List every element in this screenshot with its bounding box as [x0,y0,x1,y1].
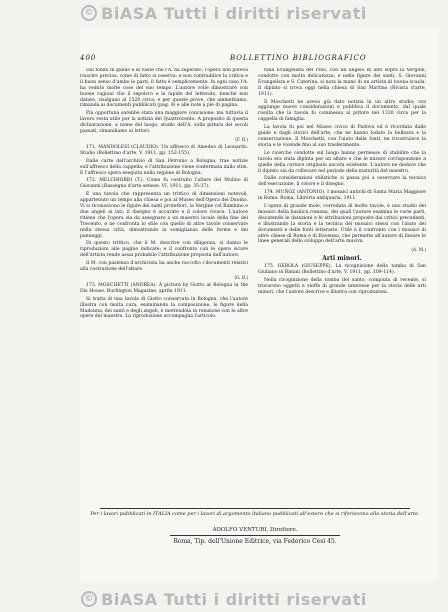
watermark-bottom [0,588,448,610]
entry-signature: (A. M.) [411,247,426,253]
paragraph: Dalle carte dell'archivio di San Petronio a Bologna, trae notizie sull'affresco della cappella; e l'attribuzione viene confermata dallo stile. E l'affresco opera eseguita nella regione di Bologna. [80,158,248,176]
paragraph: 173. MOSCHETTI (ANDREA). A picture by Giotto at Bologna in the Dix House. Burlington Magazine, aprile 1911. [80,282,248,294]
paragraph: 172. MELCHIORRI (T.). Come fu costruito l'altare del Mulino di Giovanni (Rassegna d'arte senese, VI, 1911, pp. 35-37). [80,178,248,190]
printer-line: Roma, Tip. dell'Unione Editrice, via Federico Cesi 45. [173,538,337,545]
watermark-text: BiASA Tutti i diritti riservati [101,589,367,609]
footer-note: Per i lavori pubblicati in ITALIA come per i lavori di argomento italiano pubblicati all'estero che si riferiscono alla storia dell'arte. [90,511,420,517]
paragraph: 174. MUÑOZ (ANTONIO). I mosaici antichi di Santa Maria Maggiore in Roma. Roma, Libreria antiquaria, 1911. [258,190,426,202]
paragraph: tana Evangelista del Pino, con un angelo in alto sopra la Vergine, condotto con molta delicatezza; e nelle figure dei santi, S. Giovanni Evangelista e S. Caterina, si nota la mano di un artista di buona scuola. Il dipinto si trova oggi nella chiesa di San Martino (Rivista d'arte, 1911). [258,68,426,97]
watermark-text: BiASA Tutti i diritti riservati [101,3,367,23]
left-column [80,68,248,506]
entry-signature: (F. D.) [235,136,248,142]
paragraph: Dal fondo di quello e di vaste che l'A. ha superato, l'opera non poteva riuscire precisa, come di fatto si osserva: e non contraddice la critica e il buon senso d'ambo le parti, il fatto è semplicemente. In ogni caso l'A. ha veduto molte cose del suo tempo. L'autore volle dimostrare con buone ragioni che il sepolcro e la lapide del letterato, benchè non datate, risalgano al 1520 circa; e per queste prove, che ammettiamo, rimanda ai documenti pubblicati (pag. 9) e alle note a piè di pagina. [80,68,248,109]
page-number: 400 [80,54,97,62]
paragraph: 171. MANDOLESI (CLAUDIO). Un affresco di Amedeo di Leonardo. Studio (Bollettino d'arte, V, 1911, pp. 152-155). [80,144,248,156]
editor-line: ADOLFO VENTURI, Direttore. [212,527,298,533]
paragraph: Nella ricognizione della tomba del santo, compiuta di recente, si trovarono oggetti e stoffe di grande interesse per la storia delle arti minori, che l'autore descrive e illustra con riproduzioni. [258,278,426,295]
copyright-icon: © [81,591,97,607]
paragraph: L'opera di grande mole, corredata di molte tavole, è uno studio dei mosaici della basilica romana, dei quali l'autore esamina le varie parti, discutendo le datazioni e le attribuzioni proposte dai critici precedenti, e illustrando la storia e la tecnica dei mosaici stessi con l'aiuto dei documenti e delle fonti letterarie. Utile è il confronto con i mosaici di altre chiese di Roma e di Ravenna, che permette all'autore di fissare le linee generali dello sviluppo dell'arte musiva. [258,204,426,245]
paragraph: Di questo trittico, che il M. descrive con diligenza, si danno le riproduzioni alle pagine indicate; e il confronto con le opere sicure dell'artista rende assai probabile l'attribuzione proposta dall'autore. [80,241,248,259]
footer-divider [100,508,410,509]
right-column [258,68,426,506]
document-page [80,30,438,582]
paragraph: È una tavola che rappresenta un trittico di dimensioni notevoli, appartenuto un tempo alla chiesa e poi al Museo dell'Opera del Duomo. Vi si riconoscono le figure dei santi protettori, la Vergine col Bambino e due angeli ai lati; il disegno è accurato e il colore vivace. L'autore ritiene che l'opera sia da assegnare a un maestro locale della fine del Trecento, e ne confronta lo stile con quello di altre tavole conservate nella stessa città, dimostrando la somiglianza delle forme e dei panneggi. [80,192,248,239]
section-title: Arti minori. [322,255,362,263]
watermark-top [0,2,448,24]
running-title: BOLLETTINO BIBLIOGRAFICO [230,54,367,62]
paragraph: Il M. con pazienza d'archivista ha anche raccolto i documenti relativi alla costruzione dell'altare. [80,261,248,273]
paragraph: Il Moschetti ne aveva già dato notizia in un altro studio; ora aggiunge nuove considerazioni e pubblica il documento, dal quale risulta che la tavola fu commessa al pittore nel 1330 circa per la cappella di famiglia. [258,99,426,123]
copyright-icon: © [81,5,97,21]
editor-divider [170,535,340,536]
paragraph: La tavola fu poi nel Museo civico di Padova ed è ricordata dalle guide e dagli storici dell'arte, che ne hanno lodato la bellezza e la conservazione. Il Moschetti, con l'aiuto delle fonti, ne ricostruisce la storia e le vicende fino al suo trasferimento. [258,125,426,148]
paragraph: 175. GEROLA (GIUSEPPE). La ricognizione della tomba di San Giuliano in Rimini (Bollettino d'arte, V, 1911, pp. 109-114). [258,264,426,276]
paragraph: Più opportuna sarebbe stata una maggiore concisione: ma tuttavia il lavoro resta utile per la notizia del Quattrocento. A proposito di questa dichiarazione, a nome del luogo, studio dell'A. sulla pittura dei secoli passati, rimandiamo ai lettori. [80,111,248,135]
page-header [80,54,430,64]
entry-signature: (G. B.) [234,275,248,280]
paragraph: Dalle considerazioni stilistiche si passa poi a osservare la tecnica dell'esecuzione, il colore e il disegno. [258,176,426,188]
paragraph: Le ricerche condotte sul luogo hanno permesso di stabilire che la tavola era stata dipinta per un altare e che le misure corrispondono a quelle della cornice originale ancora esistente. L'autore ne deduce che il dipinto sia da collocare nel periodo della maturità del maestro. [258,150,426,174]
paragraph: Si tratta di una tavola di Giotto conservata in Bologna, che l'autore illustra con molta cura, esaminando la composizione, le figure della Madonna, dei santi e degli angeli, e mettendola in relazione con le altre opere del maestro. La riproduzione accompagna l'articolo. [80,296,248,320]
